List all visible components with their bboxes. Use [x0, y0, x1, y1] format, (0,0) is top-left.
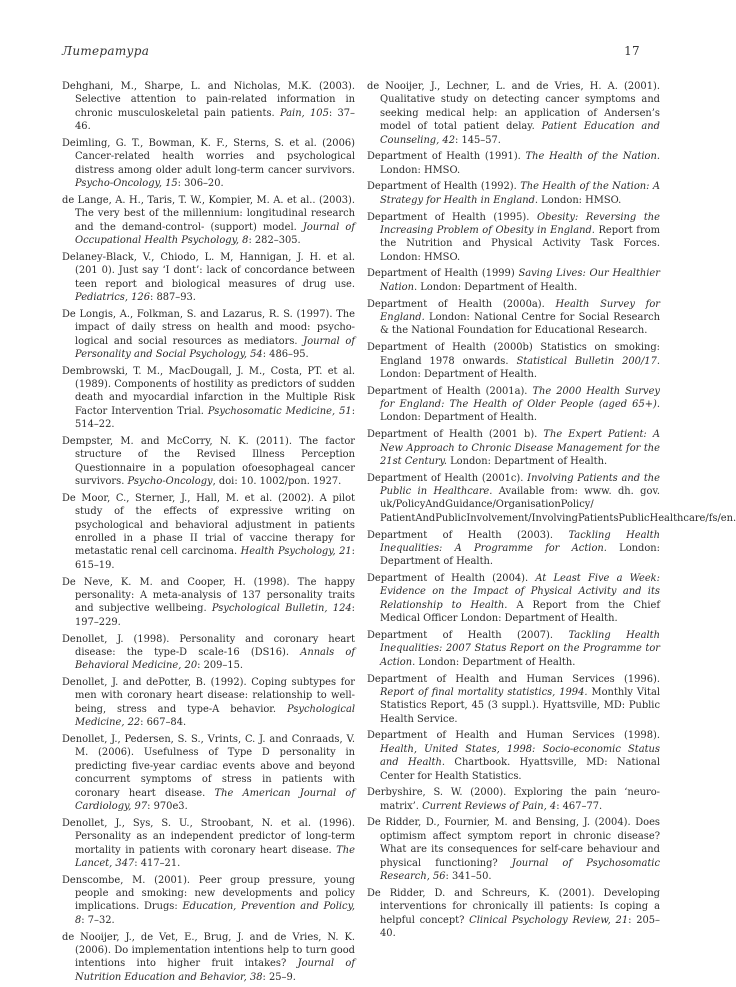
reference-entry	[367, 673, 660, 727]
reference-source: Health Survey for England.	[380, 298, 660, 323]
reference-text: Monthly Vital Statistics Report, 45 (3 suppl.). Hyattsville, MD: Public Health Service.	[380, 686, 660, 725]
running-header	[62, 44, 640, 64]
left-column	[62, 80, 355, 987]
reference-text: London: HMSO.	[538, 194, 622, 206]
running-title: Литература	[62, 44, 150, 58]
reference-text: : 197–229.	[75, 603, 355, 628]
reference-text: Department of Health (1992).	[367, 181, 521, 193]
reference-entry	[62, 492, 355, 572]
reference-entry	[62, 435, 355, 489]
reference-source: Tackling Health Inequalities: A Programme for Action.	[380, 529, 661, 554]
reference-text: London: Department of Health.	[415, 656, 576, 668]
reference-text: De Ridder, D., Fournier, M. and Bensing, J. (2004). Does optimism affect symptom report in chronic disease? What are its consequences for self-care behaviour and physical functioning?	[367, 817, 660, 869]
reference-entry	[62, 733, 355, 813]
reference-entry	[367, 786, 660, 813]
reference-text: Denollet, J., Sys, S. U., Stroobant, N. et al. (1996). Personality as an independent predictor of long-term mortality in patients with coronary heart disease.	[62, 817, 355, 856]
reference-text: : 486–95.	[262, 348, 309, 360]
reference-entry	[62, 308, 355, 362]
reference-text: Deimling, G. T., Bowman, K. F., Sterns, S. et al. (2006) Cancer-related health worries and psychological distress among older adult long-term cancer survivors.	[62, 137, 355, 176]
reference-entry	[62, 365, 355, 432]
reference-source: The Health of the Nation: A Strategy for Health in England.	[380, 181, 661, 206]
reference-text: de Lange, A. H., Taris, T. W., Kompier, M. A. et al.. (2003). The very best of the millennium: longitudinal research and the demand-control- (support) model.	[62, 194, 355, 233]
reference-text: : 970e3.	[147, 800, 188, 812]
reference-text: Department of Health and Human Services (1996).	[367, 673, 660, 685]
reference-text: Department of Health (2001 b).	[367, 429, 544, 441]
reference-text: : 341–50.	[445, 871, 492, 883]
reference-text: Department of Health (2001c).	[367, 472, 528, 484]
reference-entry	[367, 472, 736, 526]
reference-entry	[367, 887, 660, 941]
reference-entry	[367, 267, 660, 294]
reference-entry	[367, 572, 660, 626]
reference-text: Denollet, J., Pedersen, S. S., Vrints, C. J. and Conraads, V. M. (2006). Usefulness of Type D personality in predicting five-year cardiac events above and beyond concurrent symptoms of stress in patients with coronary heart disease.	[62, 733, 355, 799]
reference-source: Journal of Nutrition Education and Behavior, 38	[75, 958, 355, 983]
reference-source: At Least Five a Week: Evidence on the Impact of Physical Activity and its Relationship to Health.	[380, 573, 660, 611]
reference-text: Denscombe, M. (2001). Peer group pressure, young people and smoking: new developments and policy implications. Drugs:	[62, 874, 355, 913]
reference-text: : 615–19.	[75, 546, 355, 571]
reference-source: Annals of Behavioral Medicine, 20	[75, 646, 355, 672]
reference-text: Dehghani, M., Sharpe, L. and Nicholas, M.K. (2003). Selective attention to pain-related information in chronic musculoskeletal pain patients.	[62, 81, 355, 119]
reference-source: Journal of Psychosomatic Research, 56	[380, 857, 660, 883]
reference-text: : 37–46.	[75, 107, 355, 133]
reference-source: Psychological Medicine, 22	[75, 703, 355, 729]
reference-text: Department of Health and Human Services (1998).	[367, 730, 660, 742]
reference-source: Current Reviews of Pain, 4	[422, 800, 557, 812]
reference-source: Clinical Psychology Review, 21	[469, 914, 629, 926]
reference-source: Psychological Bulletin, 124	[211, 603, 352, 615]
reference-text: London: Department of Health.	[417, 281, 578, 293]
reference-text: De Moor, C., Sterner, J., Hall, M. et al. (2002). A pilot study of the effects of expressive writing on psychological and behavioral adjustment in patients enrolled in a phase II trial of vaccine therapy for metastatic renal cell carcinoma.	[62, 492, 355, 558]
right-column	[367, 80, 736, 944]
reference-source: The Expert Patient: A New Approach to Chronic Disease Management for the 21st Century.	[380, 429, 660, 467]
reference-text: London: Department of Health.	[446, 455, 608, 467]
reference-entry	[62, 80, 355, 134]
reference-source: Involving Patients and the Public in Healthcare.	[380, 472, 661, 498]
reference-entry	[367, 150, 660, 177]
reference-text: de Nooijer, J., Lechner, L. and de Vries, H. A. (2001). Qualitative study on detecting cancer symptoms and seeking medical help: an application of Andersen’s model of total patient delay.	[367, 81, 660, 133]
reference-entry	[367, 298, 660, 338]
reference-source: Health Psychology, 21	[240, 546, 352, 558]
reference-text: Department of Health (2004).	[367, 573, 536, 585]
reference-text: Delaney-Black, V., Chiodo, L. M, Hannigan, J. H. et al. (201 0). Just say ‘I dont’: lack of concordance between teen report and biological measures of drug use.	[62, 251, 355, 290]
reference-text: : 306–20.	[177, 178, 224, 190]
reference-source: Journal of Personality and Social Psychology, 54	[75, 335, 355, 360]
reference-entry	[367, 385, 660, 425]
reference-source: Pain, 105	[279, 107, 329, 119]
reference-text: : 145–57.	[454, 134, 501, 146]
reference-text: Department of Health (2001a).	[367, 385, 533, 397]
reference-text: , doi: 10. 1002/pon. 1927.	[212, 476, 342, 488]
reference-text: Denollet, J. (1998). Personality and coronary heart disease: the type-D scale-16 (DS16).	[62, 633, 355, 658]
reference-entry	[367, 341, 660, 381]
reference-source: Report of final mortality statistics, 1994.	[380, 686, 588, 698]
reference-entry	[62, 676, 355, 730]
page-number: 17	[624, 44, 640, 58]
reference-text: Dempster, M. and McCorry, N. K. (2011). The factor structure of the Revised Illness Perception Questionnaire in a population ofoesophageal cancer survivors.	[62, 435, 355, 488]
reference-text: : 25–9.	[262, 971, 296, 983]
reference-entry	[62, 194, 355, 248]
reference-text: : 209–15.	[197, 660, 244, 672]
reference-source: The 2000 Health Survey for England: The Health of Older People (aged 65+).	[380, 385, 660, 411]
reference-source: Psycho-Oncology, 15	[75, 178, 178, 190]
reference-text: : 205–40.	[380, 914, 660, 940]
reference-text: Available from: www. dh. gov. uk/PolicyAndGuidance/OrganisationPolicy/ PatientAndPublicInvolvement/InvolvingPatientsPublicHealthcare/fs/en.	[380, 486, 736, 524]
reference-text: : 514–22.	[75, 405, 356, 431]
reference-text: Chartbook. Hyattsville, MD: National Center for Health Statistics.	[380, 757, 660, 782]
reference-source: The American Journal of Cardiology, 97	[75, 787, 355, 812]
reference-source: Education, Prevention and Policy, 8	[75, 901, 355, 926]
reference-text: : 887–93.	[149, 291, 196, 303]
reference-entry	[62, 576, 355, 630]
reference-entry	[367, 729, 660, 783]
reference-source: Pediatrics, 126	[75, 291, 150, 303]
reference-text: Derbyshire, S. W. (2000). Exploring the pain ‘neuro-matrix’.	[367, 787, 660, 812]
reference-source: Patient Education and Counseling, 42	[380, 121, 660, 146]
reference-source: Tackling Health Inequalities: 2007 Status Report on the Programme tor Action.	[380, 630, 661, 668]
reference-entry	[62, 633, 355, 673]
reference-source: The Health of the Nation.	[525, 151, 660, 163]
reference-text: Department of Health (1999)	[367, 268, 519, 280]
reference-text: De Neve, K. M. and Cooper, H. (1998). The happy personality: A meta-analysis of 137 personality traits and subjective wellbeing.	[62, 576, 355, 615]
reference-entry	[367, 529, 660, 569]
reference-text: London: Department of Health.	[380, 368, 537, 380]
reference-text: Denollet, J. and dePotter, B. (1992). Coping subtypes for men with coronary heart disease: relationship to well- being, stress and type-A behavior.	[62, 677, 355, 715]
reference-text: : 667–84.	[140, 717, 187, 729]
reference-source: Statistical Bulletin 200/17.	[516, 355, 660, 367]
reference-text: London: Department of Health.	[380, 412, 537, 424]
reference-text: London: National Centre for Social Research & the National Foundation for Educational Research.	[380, 311, 660, 337]
reference-source: Psycho-Oncology	[127, 476, 213, 488]
reference-entry	[62, 137, 355, 191]
reference-text: Department of Health (2007).	[367, 630, 569, 641]
reference-entry	[367, 816, 660, 883]
reference-source: Psychosomatic Medicine, 51	[207, 405, 352, 417]
reference-text: London: HMSO.	[380, 164, 461, 176]
reference-text: Department of Health (2000a).	[367, 298, 556, 310]
reference-entry	[62, 874, 355, 928]
reference-text: Department of Health (1991).	[367, 151, 526, 163]
reference-source: Saving Lives: Our Healthier Nation.	[380, 268, 660, 293]
reference-entry	[62, 251, 355, 305]
reference-text: Department of Health (2000b) Statistics on smoking: England 1978 onwards.	[367, 342, 660, 367]
reference-entry	[367, 428, 660, 468]
reference-source: Journal of Occupational Health Psychology, 8	[75, 221, 355, 247]
reference-text: Dembrowski, T. M., MacDougall, J. M., Costa, PT. et al. (1989). Components of hostility as predictors of sudden death and myocardial infarction in the Multiple Risk Factor Intervention Trial.	[62, 365, 355, 417]
reference-text: A Report from the Chief Medical Officer London: Department of Health.	[380, 599, 660, 625]
reference-text: : 417–21.	[134, 857, 181, 869]
reference-text: : 282–305.	[248, 235, 301, 247]
reference-text: : 7–32.	[81, 914, 115, 926]
reference-entry	[62, 817, 355, 871]
reference-entry	[62, 931, 355, 985]
reference-text: Department of Health (1995).	[367, 211, 537, 223]
reference-text: De Longis, A., Folkman, S. and Lazarus, R. S. (1997). The impact of daily stress on health and mood: psycho- logical and social resources as mediators.	[62, 308, 355, 347]
reference-text: Department of Health (2003).	[367, 529, 569, 541]
reference-text: : 467–77.	[556, 800, 603, 812]
reference-entry	[367, 211, 660, 265]
reference-entry	[367, 629, 660, 669]
reference-entry	[367, 180, 660, 207]
reference-text: de Nooijer, J., de Vet, E., Brug, J. and de Vries, N. K. (2006). Do implementation intentions help to turn good intentions into higher fruit intakes?	[62, 931, 355, 970]
reference-source: Obesity: Reversing the Increasing Problem of Obesity in England.	[380, 211, 660, 236]
reference-text: De Ridder, D. and Schreurs, K. (2001). Developing interventions for chronically ill patients: Is coping a helpful concept?	[367, 887, 660, 926]
reference-text: London: Department of Health.	[380, 542, 660, 568]
reference-source: The Lancet, 347	[75, 844, 355, 869]
reference-entry	[367, 80, 660, 147]
reference-source: Health, United States, 1998: Socio-economic Status and Health.	[380, 743, 660, 769]
reference-text: Report from the Nutrition and Physical Activity Task Forces. London: HMSO.	[380, 224, 660, 263]
